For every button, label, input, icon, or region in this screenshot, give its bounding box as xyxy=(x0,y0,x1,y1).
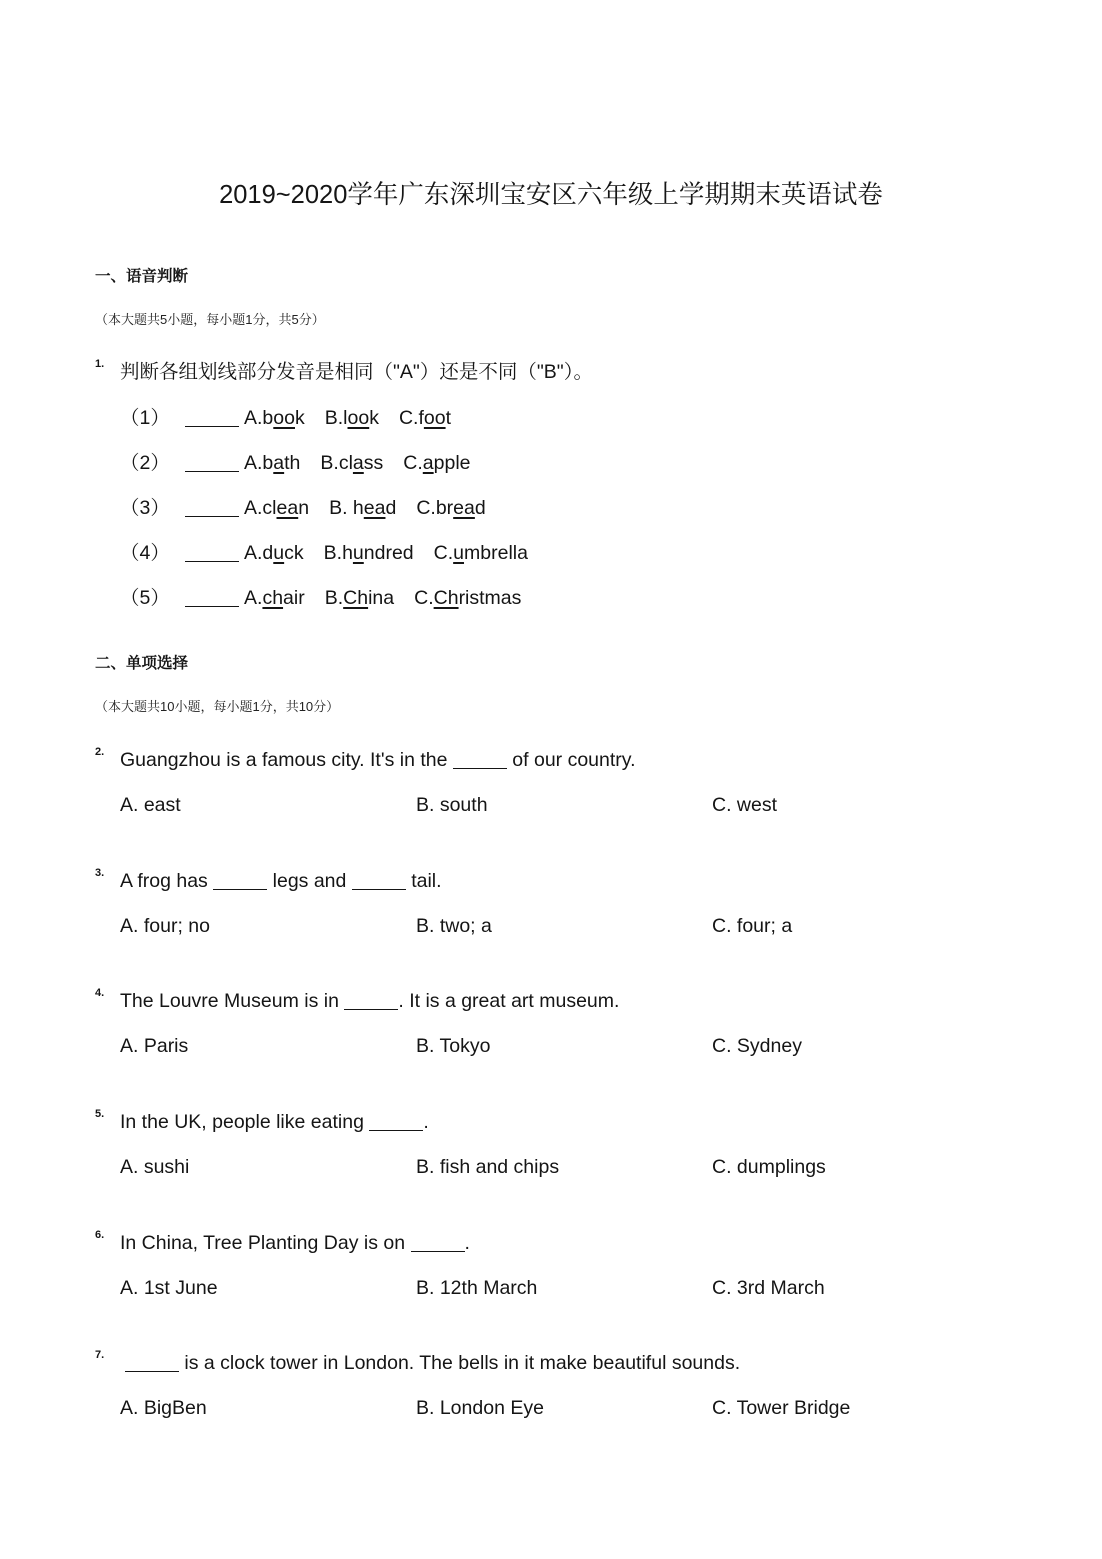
answer-blank xyxy=(352,870,406,891)
word-prefix: A.b xyxy=(244,407,274,429)
answer-blank xyxy=(185,542,239,563)
phonics-item-label: （3） xyxy=(120,497,170,519)
section-heading-single-choice: 二、单项选择 xyxy=(95,655,189,672)
phonics-item xyxy=(120,541,548,565)
question-number: 5. xyxy=(95,1108,105,1120)
question-stem xyxy=(120,1110,429,1134)
underlined-letters: a xyxy=(273,452,285,474)
question-stem xyxy=(120,989,619,1013)
word-suffix: ss xyxy=(363,452,384,474)
word-suffix: ndred xyxy=(363,542,414,564)
underlined-letters: ea xyxy=(453,497,475,519)
answer-blank xyxy=(369,1111,423,1132)
underlined-letters: u xyxy=(453,542,465,564)
phonics-word-a xyxy=(244,407,305,429)
underlined-letters: Ch xyxy=(433,587,459,609)
question-number: 1. xyxy=(95,358,105,370)
answer-blank xyxy=(125,1352,179,1373)
phonics-word-b xyxy=(320,452,383,474)
underlined-letters: ch xyxy=(262,587,284,609)
option-b: B. Tokyo xyxy=(416,1035,491,1057)
option-c: C. west xyxy=(712,794,778,816)
option-b: B. London Eye xyxy=(416,1397,544,1419)
question-number: 6. xyxy=(95,1229,105,1241)
question-number: 4. xyxy=(95,987,105,999)
word-suffix: ina xyxy=(368,587,395,609)
word-suffix: k xyxy=(369,407,379,429)
underlined-letters: a xyxy=(422,452,434,474)
phonics-item-label: （2） xyxy=(120,452,170,474)
word-suffix: ristmas xyxy=(458,587,522,609)
option-c: C. 3rd March xyxy=(712,1277,825,1299)
answer-blank xyxy=(185,497,239,518)
underlined-letters: ea xyxy=(363,497,386,519)
phonics-word-b xyxy=(325,407,379,429)
question-number: 2. xyxy=(95,746,105,758)
option-a: A. Paris xyxy=(120,1035,189,1057)
answer-blank xyxy=(453,749,507,770)
phonics-word-c xyxy=(414,587,521,609)
word-prefix: B.cl xyxy=(320,452,353,474)
stem-text: of our country. xyxy=(506,749,636,771)
answer-blank xyxy=(185,407,239,428)
stem-text: tail. xyxy=(405,870,442,892)
word-suffix: d xyxy=(385,497,397,519)
question-stem xyxy=(120,748,636,772)
word-suffix: pple xyxy=(433,452,471,474)
option-c: C. Sydney xyxy=(712,1035,802,1057)
stem-text: A frog has xyxy=(120,870,214,892)
option-a: A. east xyxy=(120,794,181,816)
phonics-word-b xyxy=(324,542,414,564)
phonics-item-label: （5） xyxy=(120,587,170,609)
word-prefix: B. xyxy=(324,587,344,609)
option-c: C. four; a xyxy=(712,915,793,937)
word-prefix: A.d xyxy=(244,542,274,564)
answer-blank xyxy=(185,452,239,473)
phonics-word-c xyxy=(434,542,528,564)
underlined-letters: oo xyxy=(273,407,295,429)
phonics-word-c xyxy=(399,407,451,429)
phonics-item xyxy=(120,406,471,430)
option-c: C. dumplings xyxy=(712,1156,826,1178)
word-suffix: d xyxy=(474,497,486,519)
option-b: B. south xyxy=(416,794,488,816)
option-b: B. 12th March xyxy=(416,1277,538,1299)
option-b: B. fish and chips xyxy=(416,1156,560,1178)
stem-text: The Louvre Museum is in xyxy=(120,990,345,1012)
option-b: B. two; a xyxy=(416,915,492,937)
phonics-item-label: （1） xyxy=(120,407,170,429)
underlined-letters: u xyxy=(273,542,285,564)
word-suffix: k xyxy=(294,407,305,429)
stem-text: . xyxy=(423,1111,429,1133)
option-a: A. sushi xyxy=(120,1156,190,1178)
word-prefix: A.b xyxy=(244,452,274,474)
word-prefix: B.l xyxy=(324,407,348,429)
phonics-word-a xyxy=(244,542,304,564)
question-stem: 判断各组划线部分发音是相同（"A"）还是不同（"B"）。 xyxy=(120,361,593,383)
question-stem xyxy=(120,869,442,893)
stem-text: legs and xyxy=(267,870,352,892)
answer-blank xyxy=(411,1232,465,1253)
word-suffix: ck xyxy=(284,542,304,564)
section-heading-phonics: 一、语音判断 xyxy=(95,268,189,285)
question-stem xyxy=(120,1351,740,1375)
underlined-letters: Ch xyxy=(343,587,369,609)
section-note-single-choice: （本大题共10小题，每小题1分，共10分） xyxy=(95,699,340,714)
word-prefix: A.cl xyxy=(244,497,277,519)
word-prefix: C.f xyxy=(398,407,424,429)
phonics-item xyxy=(120,496,506,520)
word-suffix: air xyxy=(283,587,305,609)
stem-text: is a clock tower in London. The bells in it make beautiful sounds. xyxy=(179,1352,741,1374)
underlined-letters: a xyxy=(352,452,364,474)
phonics-word-c xyxy=(403,452,470,474)
phonics-item-label: （4） xyxy=(120,542,170,564)
stem-text: In China, Tree Planting Day is on xyxy=(120,1232,411,1254)
answer-blank xyxy=(213,870,267,891)
option-a: A. four; no xyxy=(120,915,210,937)
answer-blank xyxy=(185,587,239,608)
question-number: 7. xyxy=(95,1349,105,1361)
question-stem xyxy=(120,1231,470,1255)
word-prefix: C. xyxy=(403,452,423,474)
phonics-word-c xyxy=(416,497,485,519)
answer-blank xyxy=(344,990,398,1011)
phonics-word-a xyxy=(244,452,300,474)
phonics-item xyxy=(120,586,541,610)
option-c: C. Tower Bridge xyxy=(712,1397,851,1419)
underlined-letters: oo xyxy=(423,407,446,429)
word-prefix: A. xyxy=(244,587,263,609)
word-prefix: B. h xyxy=(329,497,364,519)
question-number: 3. xyxy=(95,867,105,879)
phonics-word-a xyxy=(244,587,305,609)
stem-text: . It is a great art museum. xyxy=(398,990,620,1012)
underlined-letters: u xyxy=(352,542,364,564)
section-note-phonics: （本大题共5小题，每小题1分，共5分） xyxy=(95,312,325,327)
word-prefix: C.br xyxy=(416,497,454,519)
stem-text: . xyxy=(464,1232,470,1254)
phonics-word-b xyxy=(325,587,394,609)
option-a: A. BigBen xyxy=(120,1397,207,1419)
stem-text: In the UK, people like eating xyxy=(120,1111,370,1133)
underlined-letters: oo xyxy=(347,407,370,429)
word-suffix: th xyxy=(284,452,301,474)
phonics-item xyxy=(120,451,491,475)
word-suffix: n xyxy=(298,497,310,519)
page-title: 2019~2020学年广东深圳宝安区六年级上学期期末英语试卷 xyxy=(219,181,883,209)
word-suffix: t xyxy=(445,407,451,429)
phonics-word-b xyxy=(329,497,396,519)
underlined-letters: ea xyxy=(276,497,299,519)
word-prefix: B.h xyxy=(323,542,353,564)
phonics-word-a xyxy=(244,497,309,519)
word-prefix: C. xyxy=(433,542,454,564)
option-a: A. 1st June xyxy=(120,1277,218,1299)
word-prefix: C. xyxy=(414,587,434,609)
word-suffix: mbrella xyxy=(464,542,528,564)
stem-text: Guangzhou is a famous city. It's in the xyxy=(120,749,453,771)
